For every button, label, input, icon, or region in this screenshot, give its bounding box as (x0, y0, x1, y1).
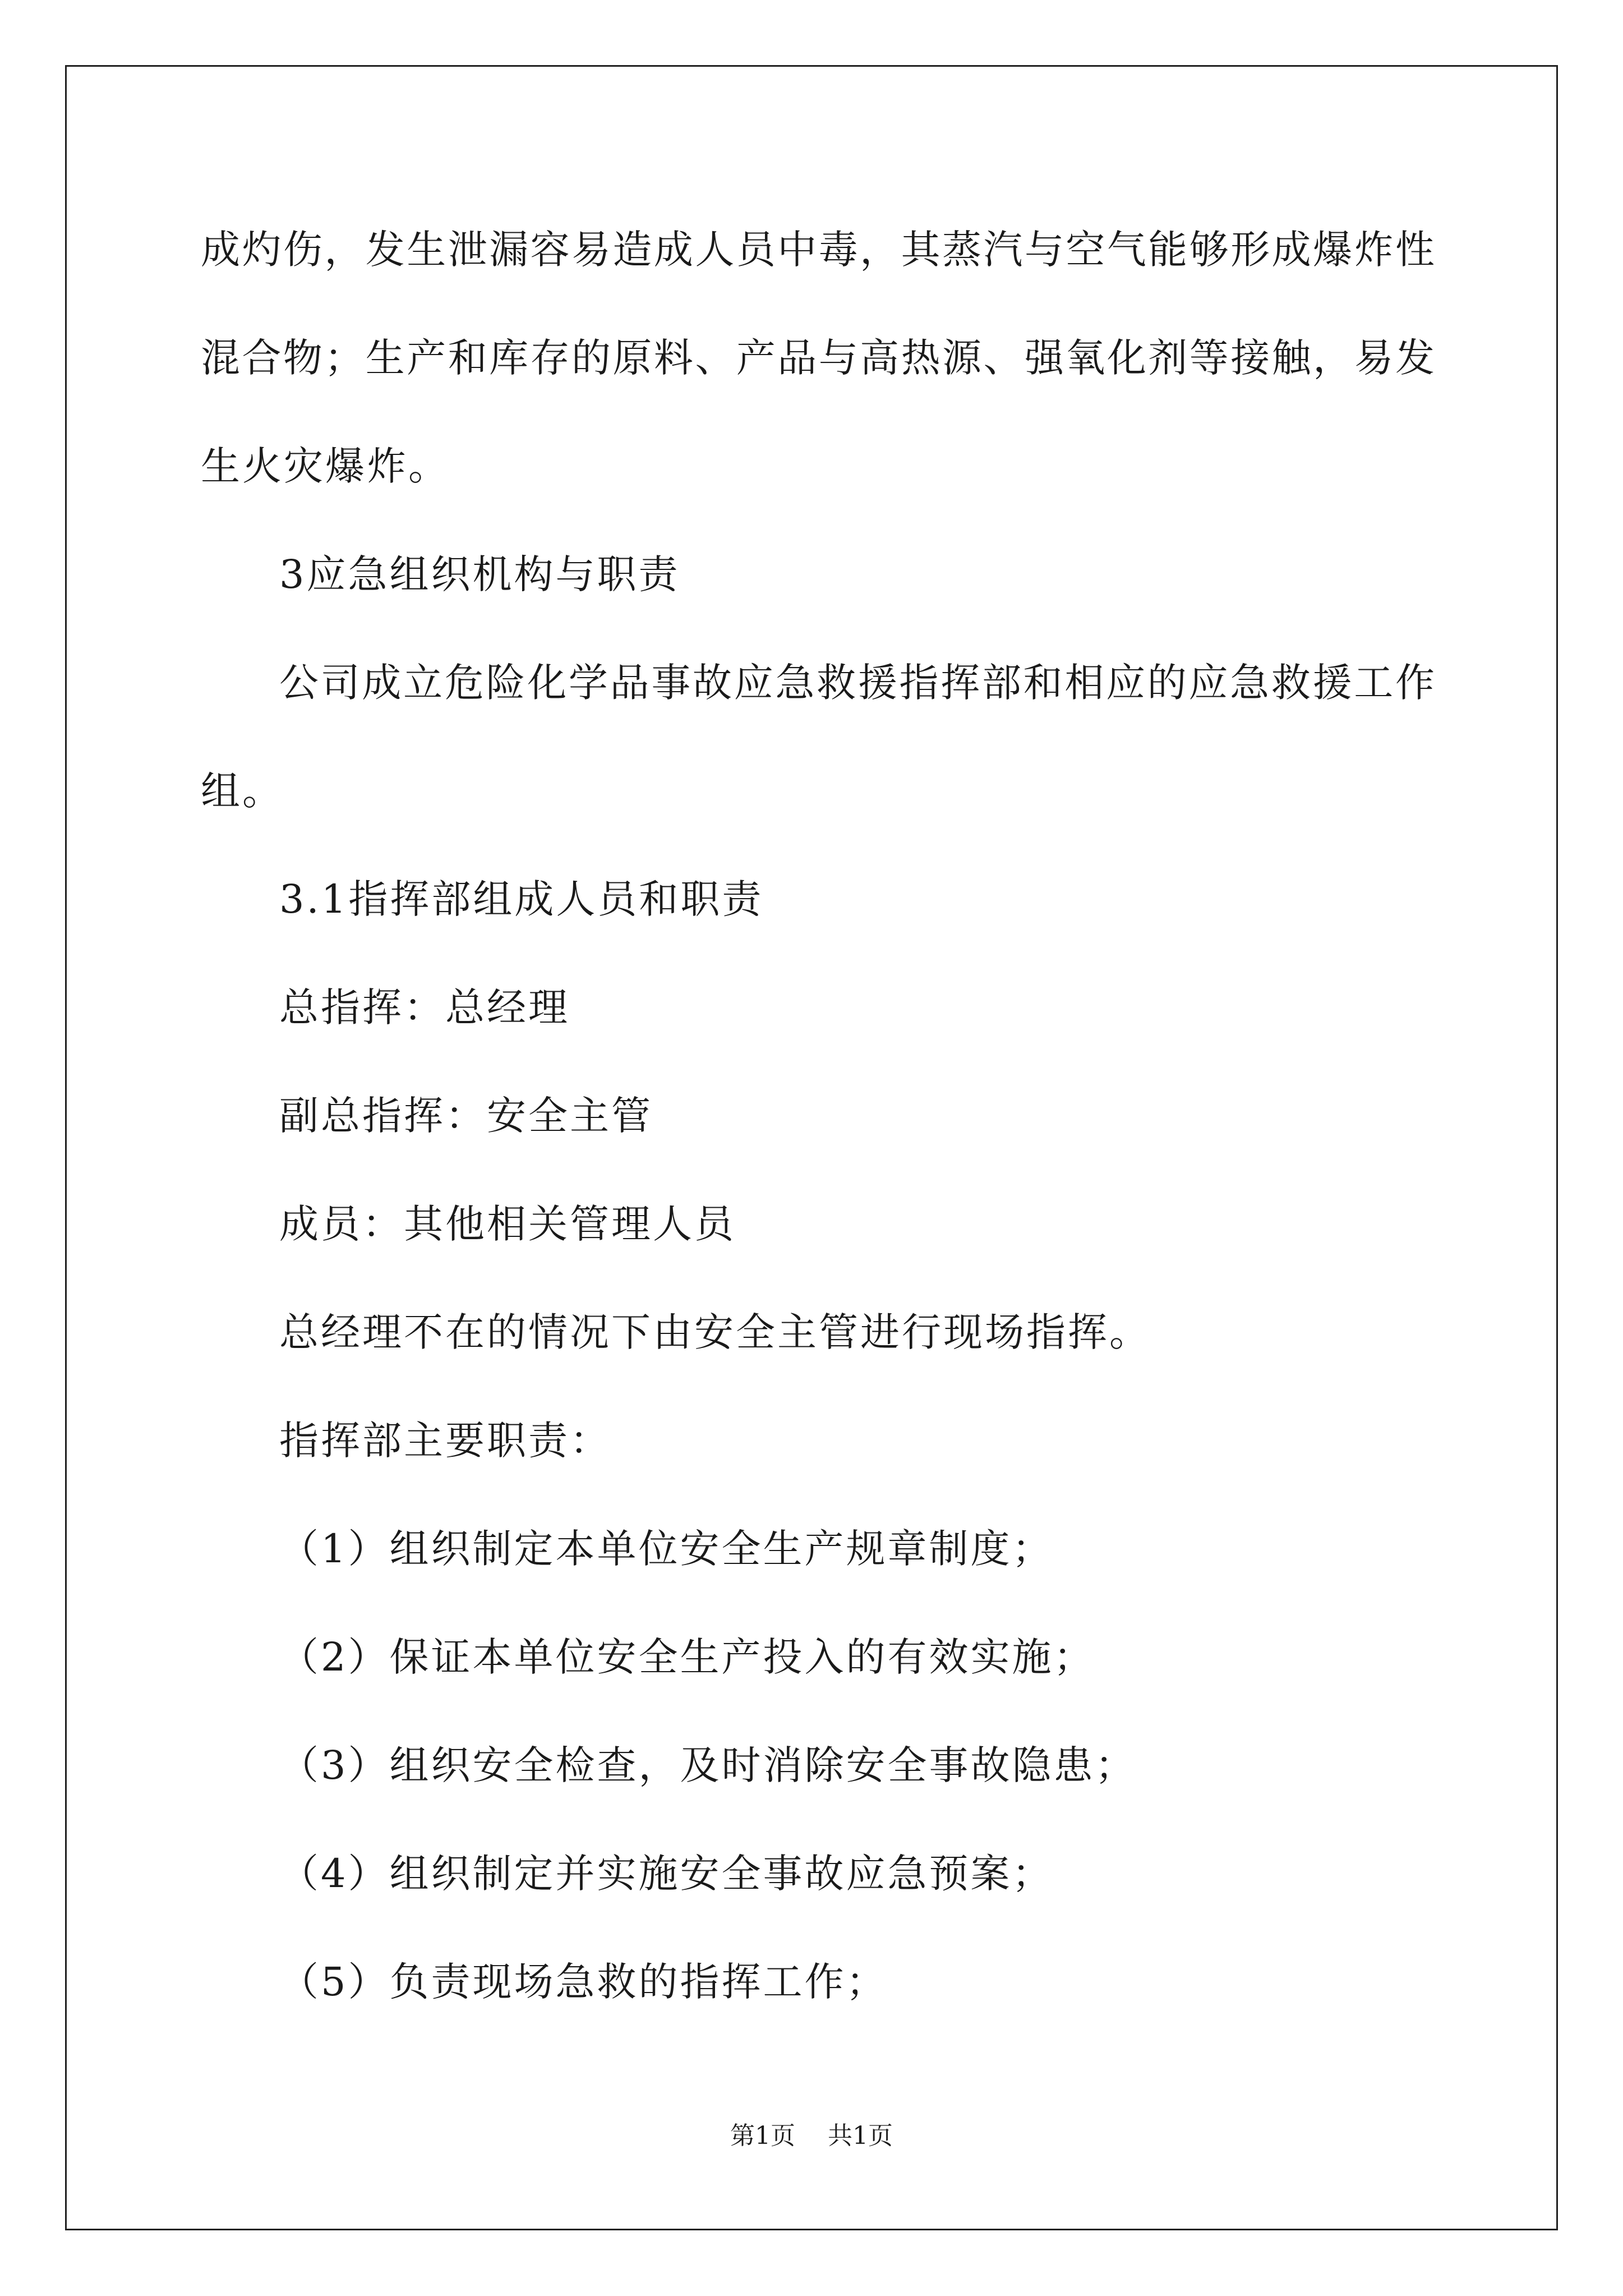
page-footer (0, 2120, 1623, 2152)
page-number-current: 第1页 (730, 2122, 795, 2150)
list-item: （2）保证本单位安全生产投入的有效实施； (279, 1634, 1095, 1680)
paragraph-line: 总经理不在的情况下由安全主管进行现场指挥。 (279, 1309, 1151, 1355)
list-item: （3）组织安全检查，及时消除安全事故隐患； (279, 1742, 1137, 1788)
page-border (65, 65, 1558, 2230)
paragraph-line: 公司成立危险化学品事故应急救援指挥部和相应的应急救援工作 (279, 660, 1435, 706)
list-item: （4）组织制定并实施安全事故应急预案； (279, 1851, 1054, 1897)
list-item: （1）组织制定本单位安全生产规章制度； (279, 1526, 1054, 1572)
paragraph-line: 总指挥：总经理 (279, 984, 570, 1030)
paragraph-line: 生火灾爆炸。 (201, 443, 450, 489)
section-heading: 3应急组织机构与职责 (279, 551, 680, 597)
paragraph-line: 组。 (201, 768, 284, 814)
paragraph-line: 混合物；生产和库存的原料、产品与高热源、强氧化剂等接触，易发 (201, 335, 1435, 381)
page-number-total: 共1页 (828, 2122, 893, 2150)
subsection-heading: 3.1指挥部组成人员和职责 (279, 876, 764, 922)
paragraph-line: 成灼伤，发生泄漏容易造成人员中毒，其蒸汽与空气能够形成爆炸性 (201, 227, 1435, 273)
list-item: （5）负责现场急救的指挥工作； (279, 1959, 888, 2005)
paragraph-line: 指挥部主要职责： (279, 1418, 611, 1464)
paragraph-line: 副总指挥：安全主管 (279, 1093, 653, 1139)
paragraph-line: 成员：其他相关管理人员 (279, 1201, 736, 1247)
